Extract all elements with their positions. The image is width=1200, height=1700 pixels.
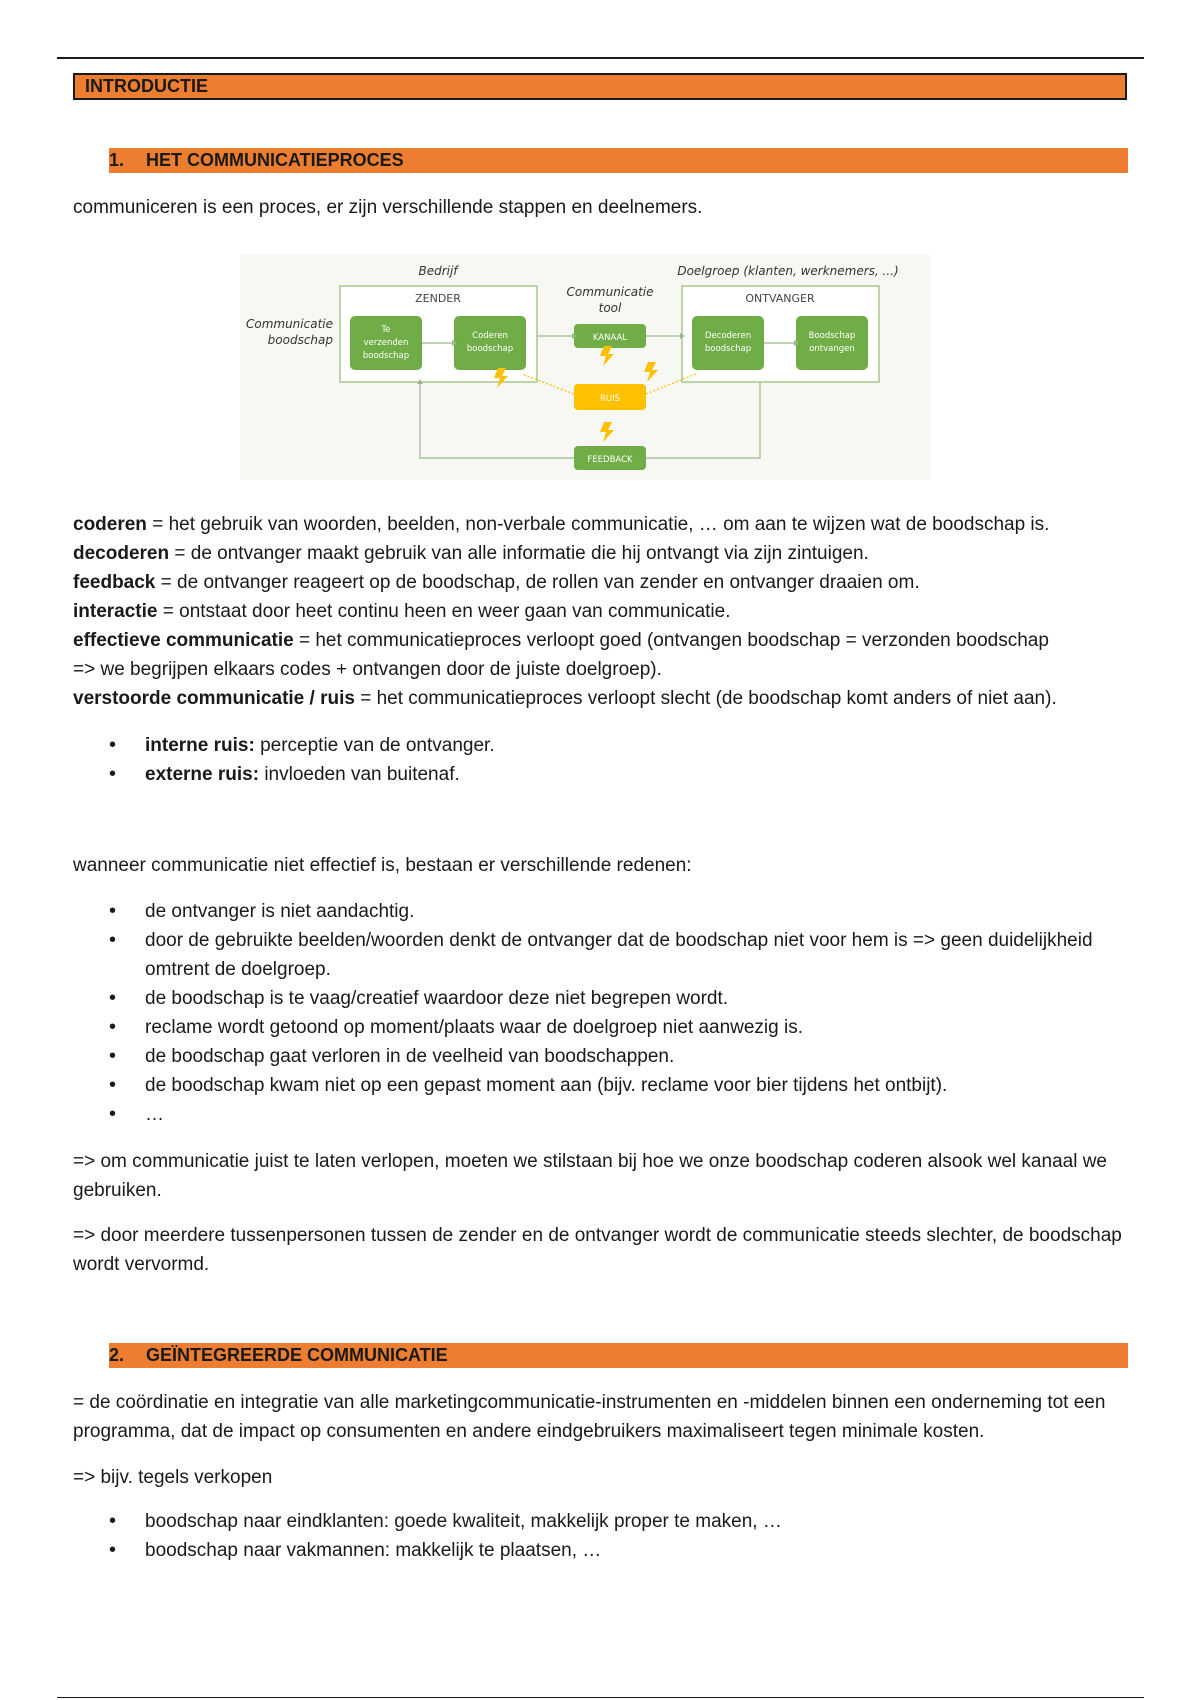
redenen-list (73, 897, 1133, 1129)
definition-effectieve-communicatie-cont: => we begrijpen elkaars codes + ontvangen door de juiste doelgroep). (73, 659, 662, 680)
box-coderen-l2: boodschap (466, 344, 514, 354)
box-feedback-label: FEEDBACK (587, 455, 633, 465)
diagram-label-zender: ZENDER (415, 292, 461, 305)
main-header: INTRODUCTIE (73, 73, 1127, 100)
definition-coderen: coderen = het gebruik van woorden, beelden, non-verbale communicatie, … om aan te wijzen wat de boodschap is. (73, 514, 1050, 535)
redenen-intro: wanneer communicatie niet effectief is, bestaan er verschillende redenen: (73, 855, 692, 876)
section-1-header (109, 148, 1128, 173)
box-coderen-l1: Coderen (472, 331, 508, 341)
section-1-number: 1. (109, 150, 125, 170)
definition-verstoorde-communicatie: verstoorde communicatie / ruis = het communicatieproces verloopt slecht (de boodschap komt anders of niet aan). (73, 688, 1057, 709)
diagram-label-boodschap-1: Communicatie (245, 317, 333, 331)
box-te-verzenden-l2: verzenden (363, 338, 409, 348)
box-kanaal-label: KANAAL (592, 333, 628, 343)
section-2-example: => bijv. tegels verkopen (73, 1467, 273, 1488)
list-item: • de boodschap kwam niet op een gepast moment aan (bijv. reclame voor bier tijdens het ontbijt). (73, 1071, 1133, 1100)
section-1-title: HET COMMUNICATIEPROCES (146, 150, 404, 170)
definition-effectieve-communicatie: effectieve communicatie = het communicatieproces verloopt goed (ontvangen boodschap = verzonden boodschap (73, 630, 1049, 651)
box-ontvangen-l2: ontvangen (809, 344, 855, 354)
diagram-label-tool-2: tool (598, 301, 622, 315)
section-2-definition: = de coördinatie en integratie van alle marketingcommunicatie-instrumenten en -middelen binnen een onderneming tot een programma, dat de impact op consumenten en andere eindgebruikers maximaliseert tegen minimale kosten. (73, 1392, 1106, 1442)
box-decoderen-l1: Decoderen (704, 331, 752, 341)
list-item: • de boodschap is te vaag/creatief waardoor deze niet begrepen wordt. (73, 984, 1133, 1013)
diagram-label-bedrijf: Bedrijf (418, 264, 458, 278)
conclusie-1: => om communicatie juist te laten verlopen, moeten we stilstaan bij hoe we onze boodschap coderen alsook wel kanaal we gebruiken. (73, 1151, 1107, 1201)
list-item: • … (73, 1100, 1133, 1129)
section-1-intro: communiceren is een proces, er zijn verschillende stappen en deelnemers. (73, 197, 703, 218)
list-item: • door de gebruikte beelden/woorden denkt de ontvanger dat de boodschap niet voor hem is => geen duidelijkheid omtrent de doelgroep. (73, 926, 1133, 984)
section-2-number: 2. (109, 1345, 125, 1365)
list-item: • externe ruis: invloeden van buitenaf. (73, 760, 1133, 789)
list-item: • reclame wordt getoond op moment/plaats waar de doelgroep niet aanwezig is. (73, 1013, 1133, 1042)
section-2-title: GEÏNTEGREERDE COMMUNICATIE (146, 1345, 448, 1365)
diagram-label-boodschap-2: boodschap (267, 333, 333, 347)
definition-interactie: interactie = ontstaat door heet continu heen en weer gaan van communicatie. (73, 601, 731, 622)
box-ontvangen (796, 316, 868, 370)
diagram-label-ontvanger: ONTVANGER (745, 292, 815, 305)
ruis-list (73, 731, 1133, 789)
definition-decoderen: decoderen = de ontvanger maakt gebruik van alle informatie die hij ontvangt via zijn zintuigen. (73, 543, 869, 564)
box-decoderen (692, 316, 764, 370)
box-te-verzenden-l1: Te (381, 325, 391, 335)
diagram-label-tool-1: Communicatie (566, 285, 654, 299)
section-2-list (73, 1507, 1133, 1565)
box-ruis-label: RUIS (599, 394, 621, 404)
diagram-label-doelgroep: Doelgroep (klanten, werknemers, ...) (677, 264, 899, 278)
list-item: • boodschap naar vakmannen: makkelijk te plaatsen, … (73, 1536, 1133, 1565)
bottom-rule (57, 1697, 1144, 1698)
box-te-verzenden-l3: boodschap (362, 351, 410, 361)
list-item: • de boodschap gaat verloren in de veelheid van boodschappen. (73, 1042, 1133, 1071)
definition-feedback: feedback = de ontvanger reageert op de boodschap, de rollen van zender en ontvanger draaien om. (73, 572, 920, 593)
box-ontvangen-l1: Boodschap (808, 331, 856, 341)
conclusie-2: => door meerdere tussenpersonen tussen de zender en de ontvanger wordt de communicatie steeds slechter, de boodschap wordt vervormd. (73, 1225, 1122, 1275)
list-item: • boodschap naar eindklanten: goede kwaliteit, makkelijk proper te maken, … (73, 1507, 1133, 1536)
box-coderen (454, 316, 526, 370)
top-rule (57, 57, 1144, 59)
list-item: • interne ruis: perceptie van de ontvanger. (73, 731, 1133, 760)
section-2-header (109, 1343, 1128, 1368)
communication-process-diagram (240, 254, 930, 480)
box-decoderen-l2: boodschap (704, 344, 752, 354)
list-item: • de ontvanger is niet aandachtig. (73, 897, 1133, 926)
